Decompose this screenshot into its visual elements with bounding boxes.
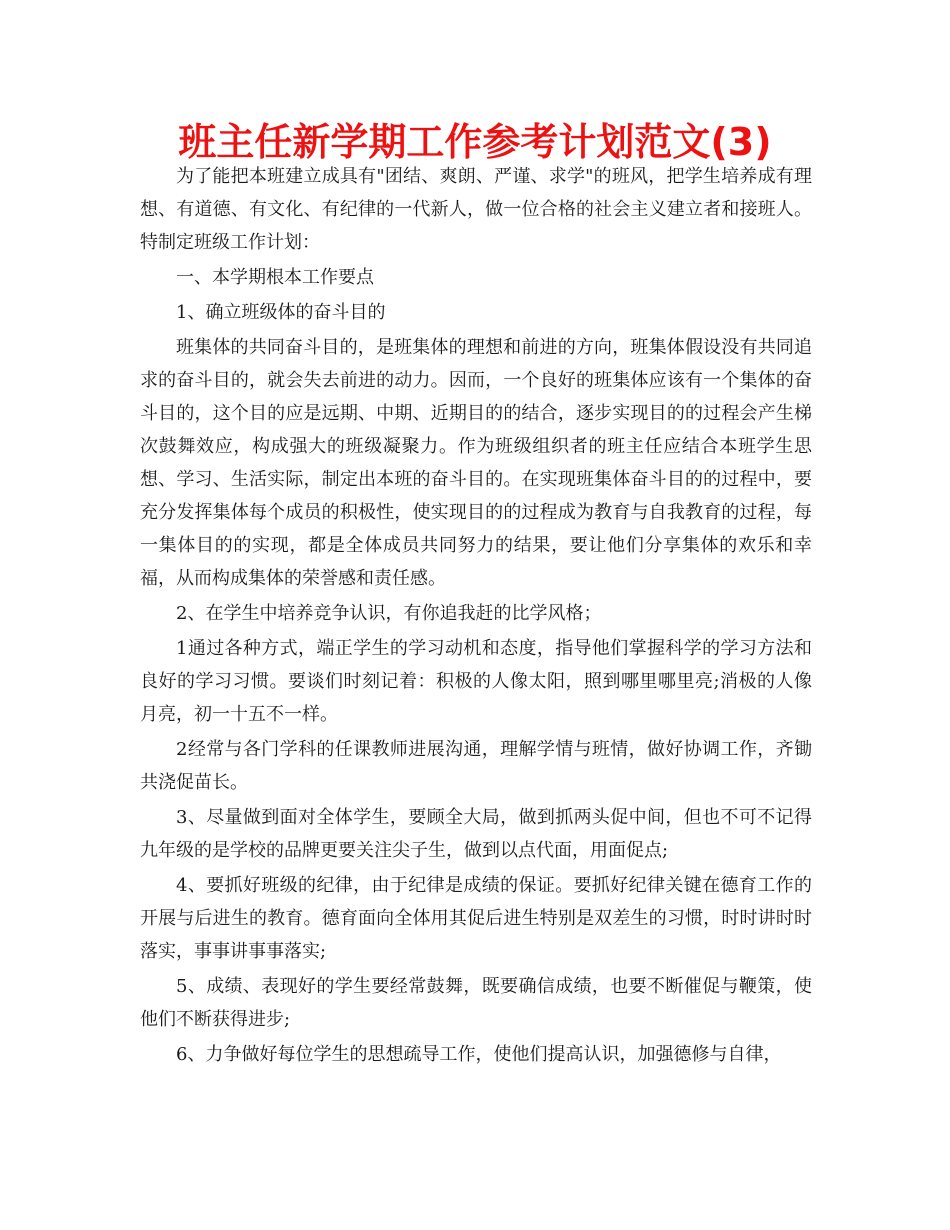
paragraph: 为了能把本班建立成具有"团结、爽朗、严谨、求学"的班风，把学生培养成有理想、有道德、有文化、有纪律的一代新人，做一位合格的社会主义建立者和接班人。特制定班级工作计划： xyxy=(140,166,812,253)
document-title: 班主任新学期工作参考计划范文(3) xyxy=(178,120,772,164)
document-body xyxy=(140,160,812,1073)
paragraph: 2经常与各门学科的任课教师进展沟通，理解学情与班情，做好协调工作，齐锄共浇促苗长。 xyxy=(140,739,812,793)
paragraph: 4、要抓好班级的纪律，由于纪律是成绩的保证。要抓好纪律关键在德育工作的开展与后进生的教育。德育面向全体用其促后进生特别是双差生的习惯，时时讲时时落实，事事讲事事落实; xyxy=(140,875,812,962)
paragraph: 6、力争做好每位学生的思想疏导工作，使他们提高认识，加强德修与自律， xyxy=(176,1044,782,1065)
paragraph: 5、成绩、表现好的学生要经常鼓舞，既要确信成绩，也要不断催促与鞭策，使他们不断获得进步; xyxy=(140,976,812,1030)
paragraph: 1通过各种方式，端正学生的学习动机和态度，指导他们掌握科学的学习方法和良好的学习习惯。要谈们时刻记着：积极的人像太阳，照到哪里哪里亮;消极的人像月亮，初一十五不一样。 xyxy=(140,638,812,725)
subheading: 2、在学生中培养竞争认识，有你追我赶的比学风格； xyxy=(176,603,602,624)
paragraph: 3、尽量做到面对全体学生，要顾全大局，做到抓两头促中间，但也不可不记得九年级的是学校的品牌更要关注尖子生，做到以点代面，用面促点; xyxy=(140,807,812,861)
subheading: 1、确立班级体的奋斗目的 xyxy=(176,302,386,323)
section-heading: 一、本学期根本工作要点 xyxy=(176,267,374,288)
paragraph: 班集体的共同奋斗目的，是班集体的理想和前进的方向，班集体假设没有共同追求的奋斗目的，就会失去前进的动力。因而，一个良好的班集体应该有一个集体的奋斗目的，这个目的应是远期、中期、近期目的的结合，逐步实现目的的过程会产生梯次鼓舞效应，构成强大的班级凝聚力。作为班级组织者的班主任应结合本班学生思想、学习、生活实际，制定出本班的奋斗目的。在实现班集体奋斗目的的过程中，要充分发挥集体每个成员的积极性，使实现目的的过程成为教育与自我教育的过程，每一集体目的的实现，都是全体成员共同努力的结果，要让他们分享集体的欢乐和幸福，从而构成集体的荣誉感和责任感。 xyxy=(140,337,812,589)
